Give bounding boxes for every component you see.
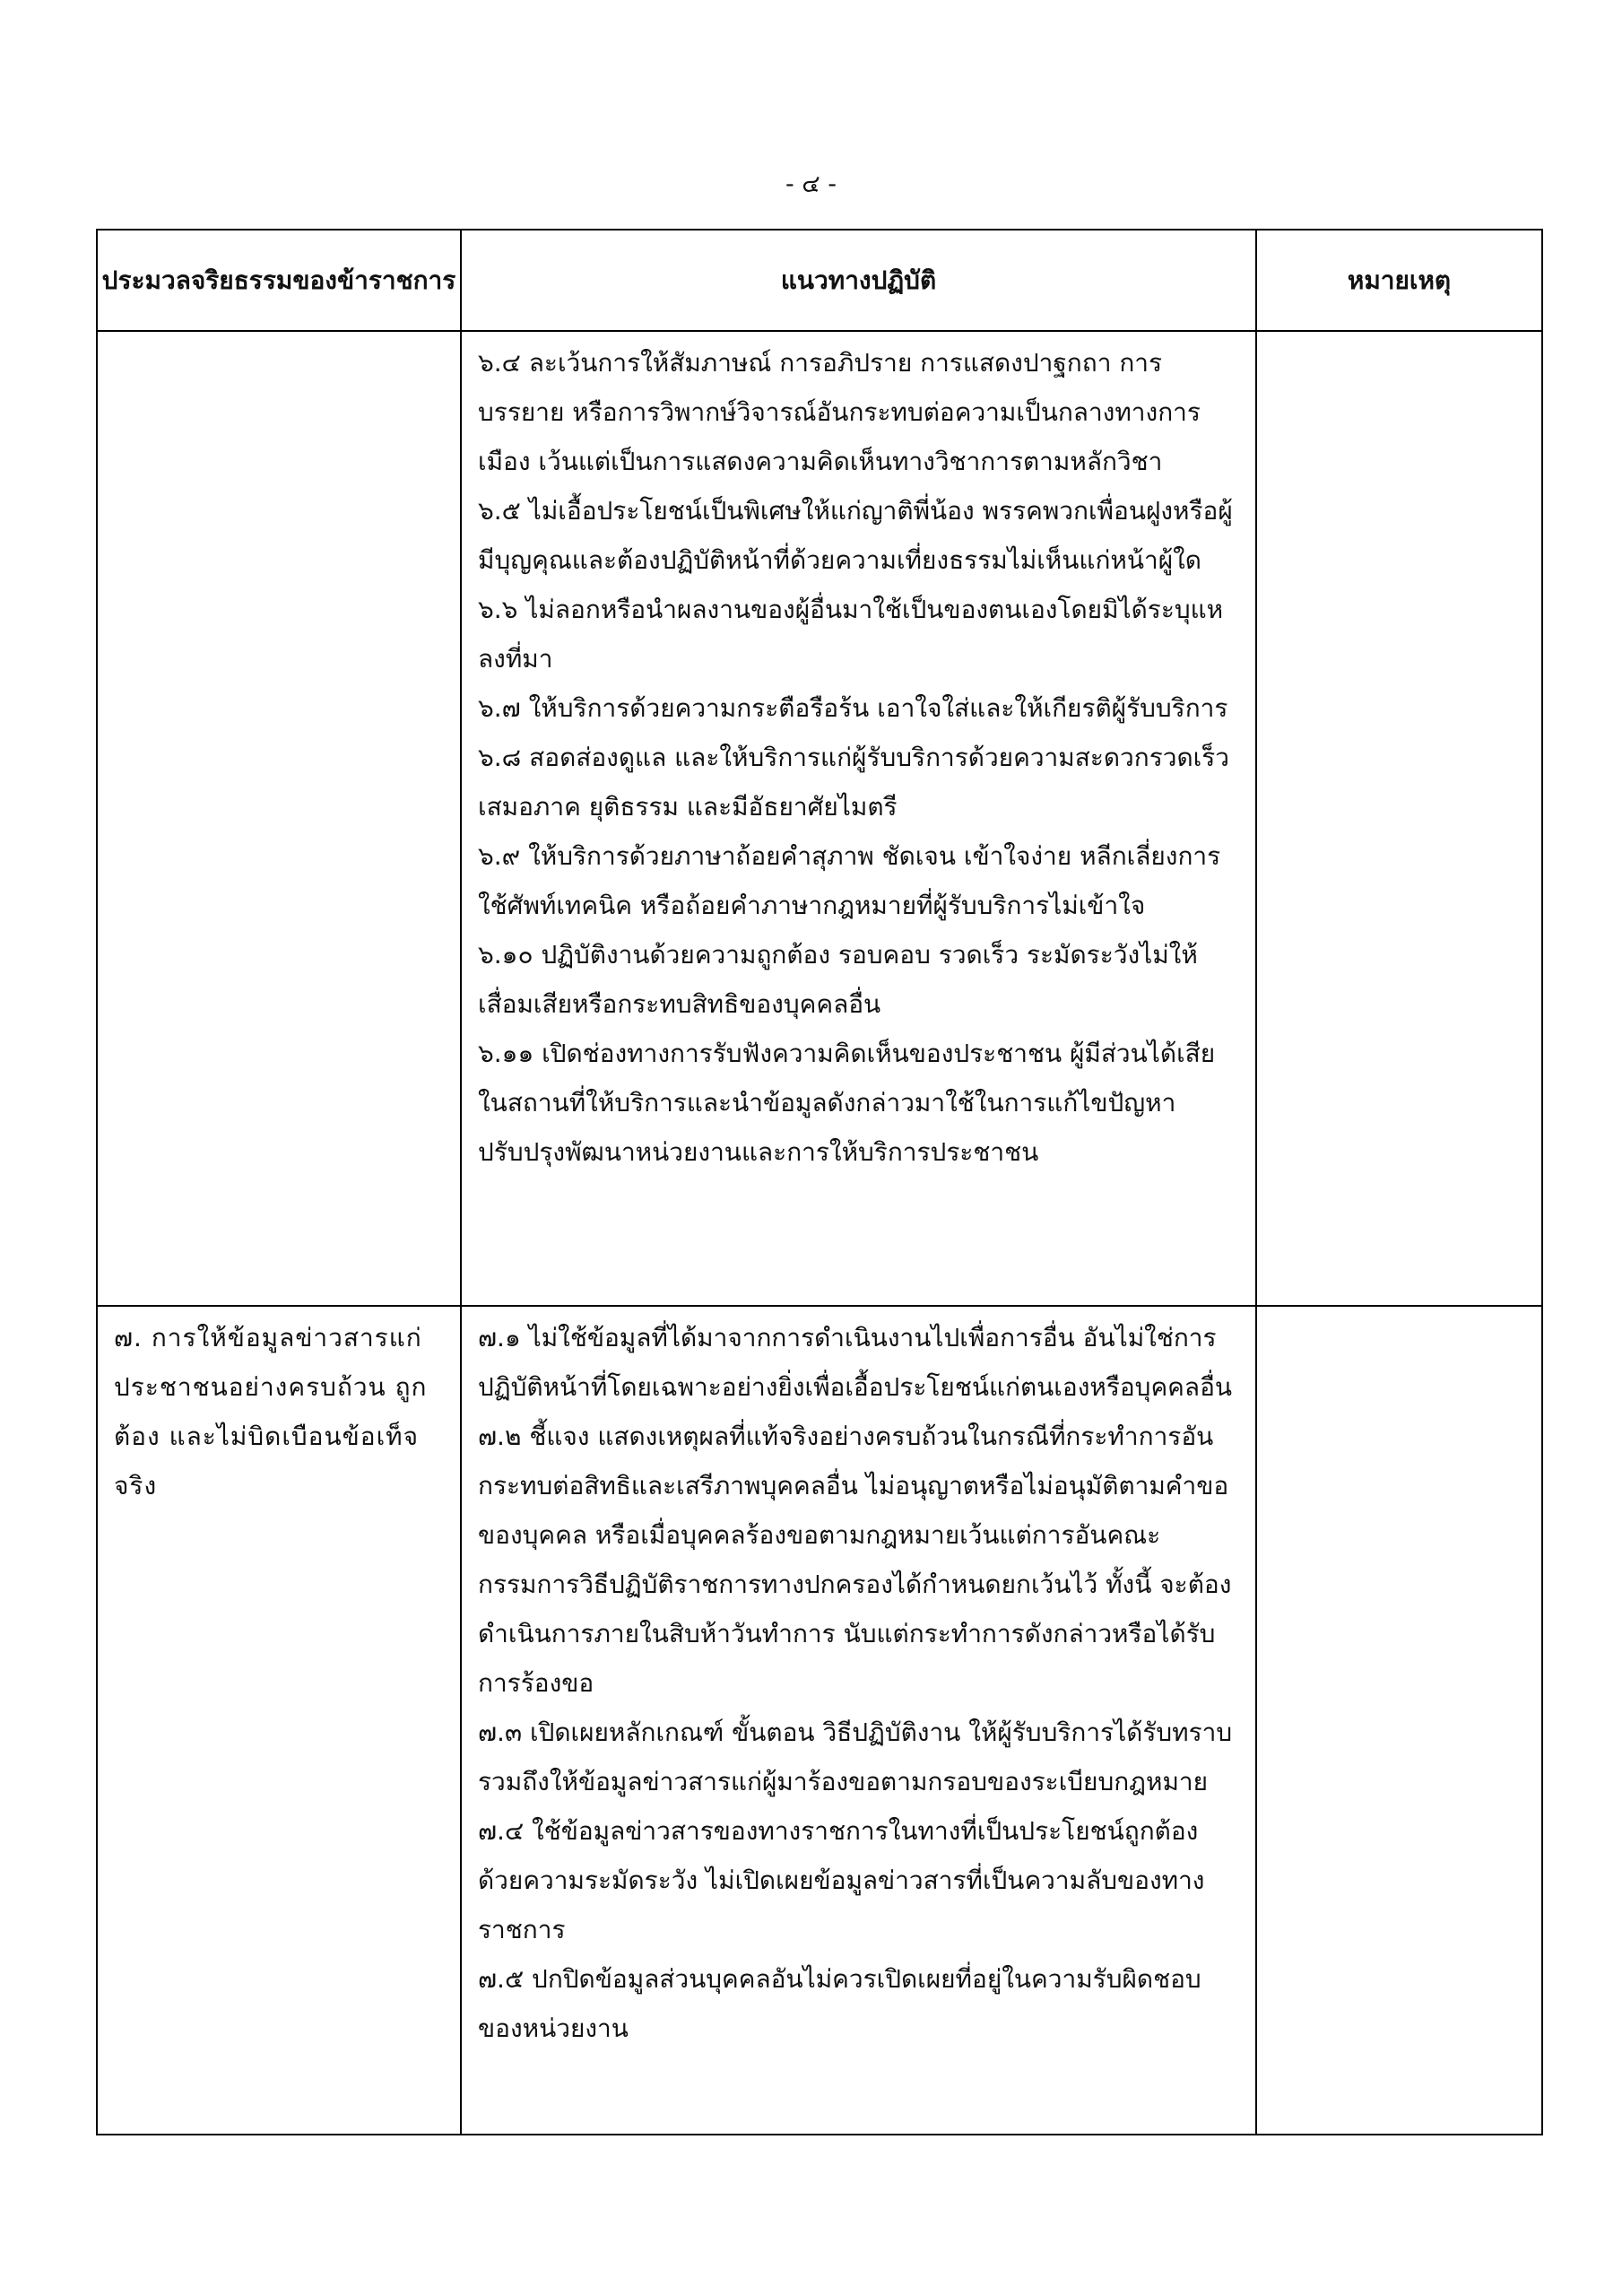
guideline-item: ๖.๑๐ ปฏิบัติงานด้วยความถูกต้อง รอบคอบ รวดเร็ว ระมัดระวังไม่ให้เสื่อมเสียหรือกระทบสิทธิของบุคคลอื่น — [478, 940, 1198, 1019]
guideline-item: ๖.๙ ให้บริการด้วยภาษาถ้อยคำสุภาพ ชัดเจน เข้าใจง่าย หลีกเลี่ยงการใช้ศัพท์เทคนิค หรือถ้อยคำภาษากฎหมายที่ผู้รับบริการไม่เข้าใจ — [478, 841, 1221, 920]
guideline-item: ๖.๔ ละเว้นการให้สัมภาษณ์ การอภิปราย การแสดงปาฐกถา การบรรยาย หรือการวิพากษ์วิจารณ์อันกระทบต่อความเป็นกลางทางการเมือง เว้นแต่เป็นการแสดงความคิดเห็นทางวิชาการตามหลักวิชา — [478, 348, 1201, 476]
table-header-row — [97, 230, 1542, 331]
principle-text — [98, 332, 460, 338]
guideline-item: ๖.๕ ไม่เอื้อประโยชน์เป็นพิเศษให้แก่ญาติพี่น้อง พรรคพวกเพื่อนฝูงหรือผู้มีบุญคุณและต้องปฏิบัติหน้าที่ด้วยความเที่ยงธรรมไม่เห็นแก่หน้าผู้ใด — [478, 496, 1233, 575]
principle-cell — [97, 1306, 461, 2135]
guideline-cell — [461, 331, 1256, 1306]
guideline-item: ๗.๕ ปกปิดข้อมูลส่วนบุคคลอันไม่ควรเปิดเผยที่อยู่ในความรับผิดชอบของหน่วยงาน — [478, 1964, 1201, 2043]
remark-text — [1257, 1307, 1541, 1313]
guideline-item: ๖.๗ ให้บริการด้วยความกระตือรือร้น เอาใจใส่และให้เกียรติผู้รับบริการ — [478, 693, 1228, 723]
remark-cell — [1256, 1306, 1542, 2135]
guideline-item: ๗.๒ ชี้แจง แสดงเหตุผลที่แท้จริงอย่างครบถ้วนในกรณีที่กระทำการอันกระทบต่อสิทธิและเสรีภาพบุคคลอื่น ไม่อนุญาตหรือไม่อนุมัติตามคำขอของบุคคล หรือเมื่อบุคคลร้องขอตามกฎหมายเว้นแต่การอันคณะกรรมการวิธีปฏิบัติราชการทางปกครองได้กำหนดยกเว้นไว้ ทั้งนี้ จะต้องดำเนินการภายในสิบห้าวันทำการ นับแต่กระทำการดังกล่าวหรือได้รับการร้องขอ — [478, 1422, 1232, 1698]
guideline-list — [462, 1307, 1255, 2053]
header-principle: ประมวลจริยธรรมของข้าราชการ — [97, 230, 461, 331]
guideline-item: ๗.๑ ไม่ใช้ข้อมูลที่ได้มาจากการดำเนินงานไปเพื่อการอื่น อันไม่ใช่การปฏิบัติหน้าที่โดยเฉพาะอย่างยิ่งเพื่อเอื้อประโยชน์แก่ตนเองหรือบุคคลอื่น — [478, 1323, 1233, 1402]
ethics-table — [96, 229, 1543, 2135]
guideline-item: ๖.๖ ไม่ลอกหรือนำผลงานของผู้อื่นมาใช้เป็นของตนเองโดยมิได้ระบุแหลงที่มา — [478, 595, 1224, 674]
table-row — [97, 331, 1542, 1306]
page-number: - ๔ - — [785, 170, 837, 198]
guideline-list — [462, 332, 1255, 1177]
guideline-item: ๗.๓ เปิดเผยหลักเกณฑ์ ขั้นตอน วิธีปฏิบัติงาน ให้ผู้รับบริการได้รับทราบ รวมถึงให้ข้อมูลข่าวสารแก่ผู้มาร้องขอตามกรอบของระเบียบกฎหมาย — [478, 1718, 1233, 1796]
guideline-item: ๖.๘ สอดส่องดูแล และให้บริการแก่ผู้รับบริการด้วยความสะดวกรวดเร็ว เสมอภาค ยุติธรรม และมีอัธยาศัยไมตรี — [478, 743, 1229, 822]
remark-text — [1257, 332, 1541, 338]
header-guideline: แนวทางปฏิบัติ — [461, 230, 1256, 331]
guideline-item: ๗.๔ ใช้ข้อมูลข่าวสารของทางราชการในทางที่เป็นประโยชน์ถูกต้องด้วยความระมัดระวัง ไม่เปิดเผยข้อมูลข่าวสารที่เป็นความลับของทางราชการ — [478, 1816, 1205, 1944]
principle-cell — [97, 331, 461, 1306]
principle-text: ๗. การให้ข้อมูลข่าวสารแก่ประชาชนอย่างครบถ้วน ถูกต้อง และไม่บิดเบือนข้อเท็จจริง — [114, 1323, 428, 1500]
guideline-cell — [461, 1306, 1256, 2135]
remark-cell — [1256, 331, 1542, 1306]
guideline-item: ๖.๑๑ เปิดช่องทางการรับฟังความคิดเห็นของประชาชน ผู้มีส่วนได้เสียในสถานที่ให้บริการและนำข้อมูลดังกล่าวมาใช้ในการแก้ไขปัญหา ปรับปรุงพัฒนาหน่วยงานและการให้บริการประชาชน — [478, 1039, 1216, 1167]
table-row — [97, 1306, 1542, 2135]
header-remark: หมายเหตุ — [1256, 230, 1542, 331]
